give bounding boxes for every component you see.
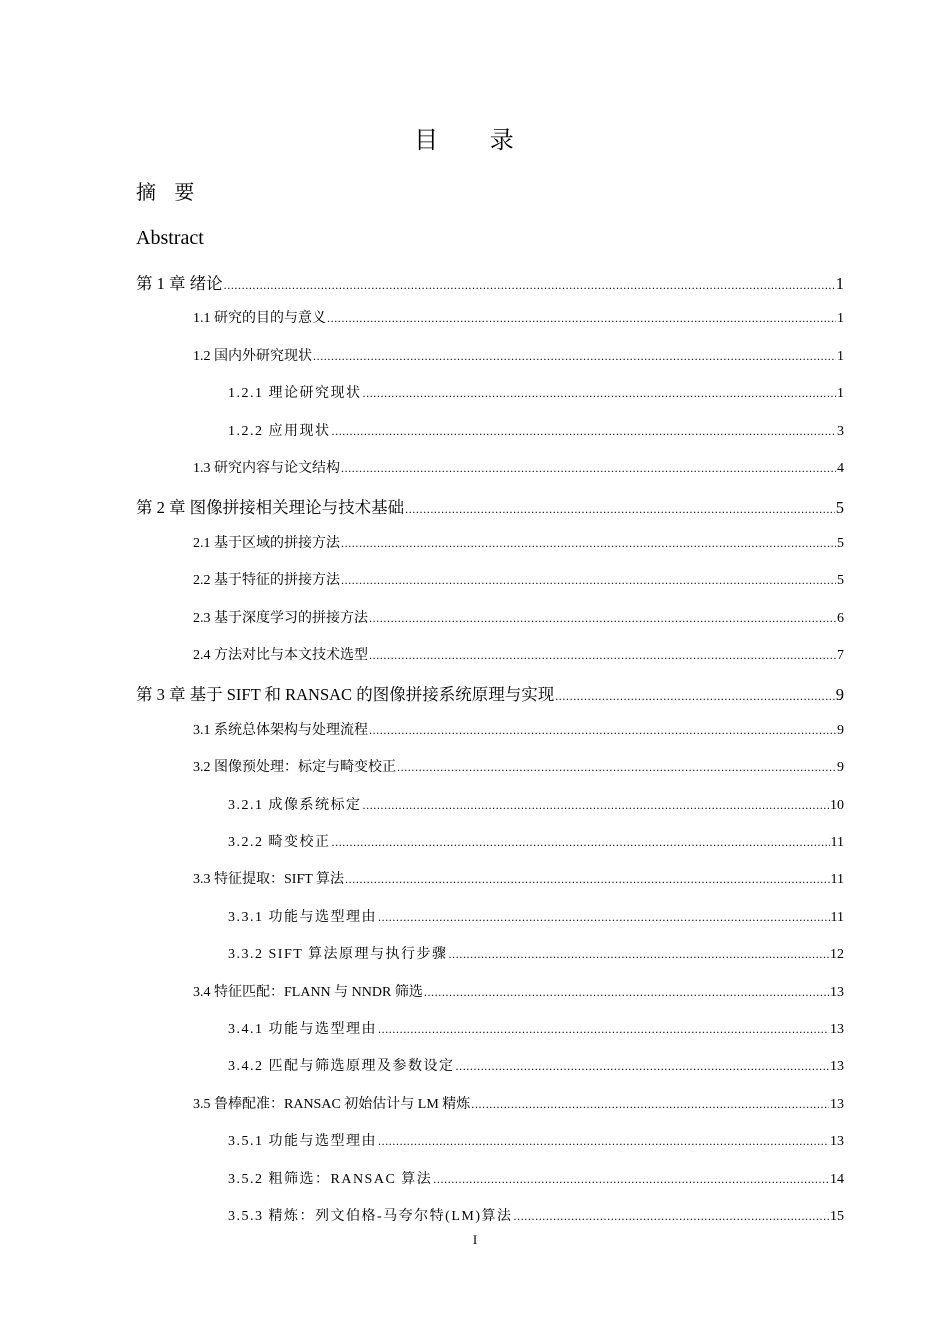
toc-entry-level-2[interactable] [193,607,844,627]
dot-leader [369,648,836,663]
toc-entry-level-2[interactable] [193,719,844,739]
toc-entry-label: 3.4.1 功能与选型理由 [228,1022,377,1037]
toc-entry-level-2[interactable] [193,457,844,477]
dot-leader [369,723,836,738]
abstract-en-entry[interactable]: Abstract [136,227,204,249]
toc-entry-page-number: 5 [835,498,844,518]
toc-entry-label: 1.1 研究的目的与意义 [193,311,326,327]
dot-leader [332,424,837,439]
toc-entry-label: 2.2 基于特征的拼接方法 [193,573,340,589]
toc-entry-level-3[interactable] [228,831,844,851]
toc-entry-level-3[interactable] [228,906,844,926]
dot-leader [424,985,829,1000]
dot-leader [378,910,830,925]
dot-leader [378,1022,829,1037]
toc-entry-page-number: 13 [830,1096,844,1112]
dot-leader [514,1209,830,1224]
toc-entry-page-number: 14 [830,1171,844,1187]
dot-leader [471,1097,829,1112]
toc-entry-page-number: 15 [830,1209,844,1224]
toc-entry-label: 3.3 特征提取：SIFT 算法 [193,872,345,888]
dot-leader [313,349,836,364]
dot-leader [341,573,836,588]
toc-entry-label: 2.3 基于深度学习的拼接方法 [193,610,368,626]
toc-entry-label: 3.5.1 功能与选型理由 [228,1134,377,1150]
toc-entry-level-2[interactable] [193,307,844,327]
toc-entry-level-2[interactable] [193,345,844,365]
toc-entry-level-3[interactable] [228,794,844,814]
dot-leader [456,1059,830,1074]
toc-entry-label: 3.5 鲁棒配准：RANSAC 初始估计与 LM 精炼 [193,1096,471,1112]
toc-entry-level-3[interactable] [228,1018,844,1038]
toc-entry-page-number: 11 [830,835,844,850]
toc-entry-page-number: 11 [830,909,844,925]
page-number: I [472,1232,478,1247]
dot-leader [363,386,837,401]
toc-entry-level-2[interactable] [193,644,844,664]
dot-leader [433,1172,829,1187]
toc-entry-page-number: 4 [837,461,844,476]
toc-entry-level-2[interactable] [193,1093,844,1113]
toc-entry-page-number: 13 [830,984,844,1000]
toc-entry-label: 3.3.2 SIFT 算法原理与执行步骤 [228,947,448,963]
toc-entry-page-number: 5 [837,573,844,589]
toc-entry-level-3[interactable] [228,1168,844,1188]
dot-leader [345,872,829,887]
toc-entry-level-1[interactable] [136,270,844,294]
toc-entry-level-3[interactable] [228,382,844,402]
toc-entry-page-number: 1 [837,311,844,327]
toc-title: 目 录 [414,126,536,154]
toc-entry-page-number: 12 [830,947,844,963]
toc-entry-page-number: 5 [837,535,844,551]
toc-entry-level-2[interactable] [193,569,844,589]
dot-leader [405,502,835,517]
dot-leader [397,760,836,775]
toc-entry-level-2[interactable] [193,532,844,552]
toc-entry-level-3[interactable] [228,420,844,440]
toc-entry-page-number: 9 [837,722,844,738]
dot-leader [449,947,829,962]
toc-entry-label: 2.4 方法对比与本文技术选型 [193,648,368,663]
toc-entry-label: 3.4.2 匹配与筛选原理及参数设定 [228,1059,455,1075]
toc-entry-level-2[interactable] [193,756,844,776]
toc-entry-page-number: 3 [837,423,844,439]
toc-entry-level-3[interactable] [228,1205,844,1225]
toc-entry-page-number: 1 [837,348,844,364]
toc-entry-label: 第 1 章 绪论 [136,274,223,293]
dot-leader [341,461,836,476]
toc-entry-level-3[interactable] [228,1055,844,1075]
toc-entry-level-1[interactable] [136,681,844,705]
dot-leader [332,835,830,850]
toc-entry-page-number: 7 [837,648,844,663]
toc-entry-page-number: 6 [837,610,844,626]
dot-leader [369,611,836,626]
toc-entry-label: 第 2 章 图像拼接相关理论与技术基础 [136,498,405,518]
toc-entry-label: 1.2 国内外研究现状 [193,348,312,364]
toc-entry-page-number: 11 [830,872,844,888]
dot-leader [378,1134,829,1149]
toc-entry-label: 2.1 基于区域的拼接方法 [193,535,340,551]
dot-leader [327,311,836,326]
toc-entry-level-3[interactable] [228,1130,844,1150]
toc-entry-label: 3.5.2 粗筛选：RANSAC 算法 [228,1171,433,1187]
toc-entry-page-number: 1 [835,274,844,293]
toc-entry-level-1[interactable] [136,494,844,518]
toc-entry-label: 第 3 章 基于 SIFT 和 RANSAC 的图像拼接系统原理与实现 [136,685,555,705]
toc-entry-label: 1.3 研究内容与论文结构 [193,461,340,476]
toc-entry-label: 3.2 图像预处理：标定与畸变校正 [193,760,396,776]
toc-entry-page-number: 13 [830,1059,844,1075]
toc-entry-label: 1.2.1 理论研究现状 [228,386,362,402]
toc-entry-page-number: 1 [837,386,844,402]
toc-entry-page-number: 13 [830,1134,844,1150]
toc-entry-label: 3.3.1 功能与选型理由 [228,909,377,925]
toc-entry-label: 3.2.2 畸变校正 [228,835,331,850]
toc-entry-page-number: 9 [835,685,844,705]
toc-entry-page-number: 9 [837,760,844,776]
dot-leader [341,536,836,551]
toc-entry-level-3[interactable] [228,943,844,963]
toc-entry-level-2[interactable] [193,868,844,888]
toc-entry-label: 1.2.2 应用现状 [228,423,331,439]
dot-leader [555,689,835,704]
toc-entry-page-number: 13 [830,1022,844,1037]
dot-leader [363,798,830,813]
dot-leader [224,278,835,293]
toc-entry-label: 3.4 特征匹配：FLANN 与 NNDR 筛选 [193,984,423,1000]
toc-entry-label: 3.1 系统总体架构与处理流程 [193,722,368,738]
toc-entry-page-number: 10 [830,797,844,813]
toc-entry-label: 3.5.3 精炼：列文伯格-马夸尔特(LM)算法 [228,1209,513,1224]
toc-entry-label: 3.2.1 成像系统标定 [228,797,362,813]
abstract-cn-entry[interactable]: 摘 要 [136,180,201,204]
toc-entry-level-2[interactable] [193,981,844,1001]
